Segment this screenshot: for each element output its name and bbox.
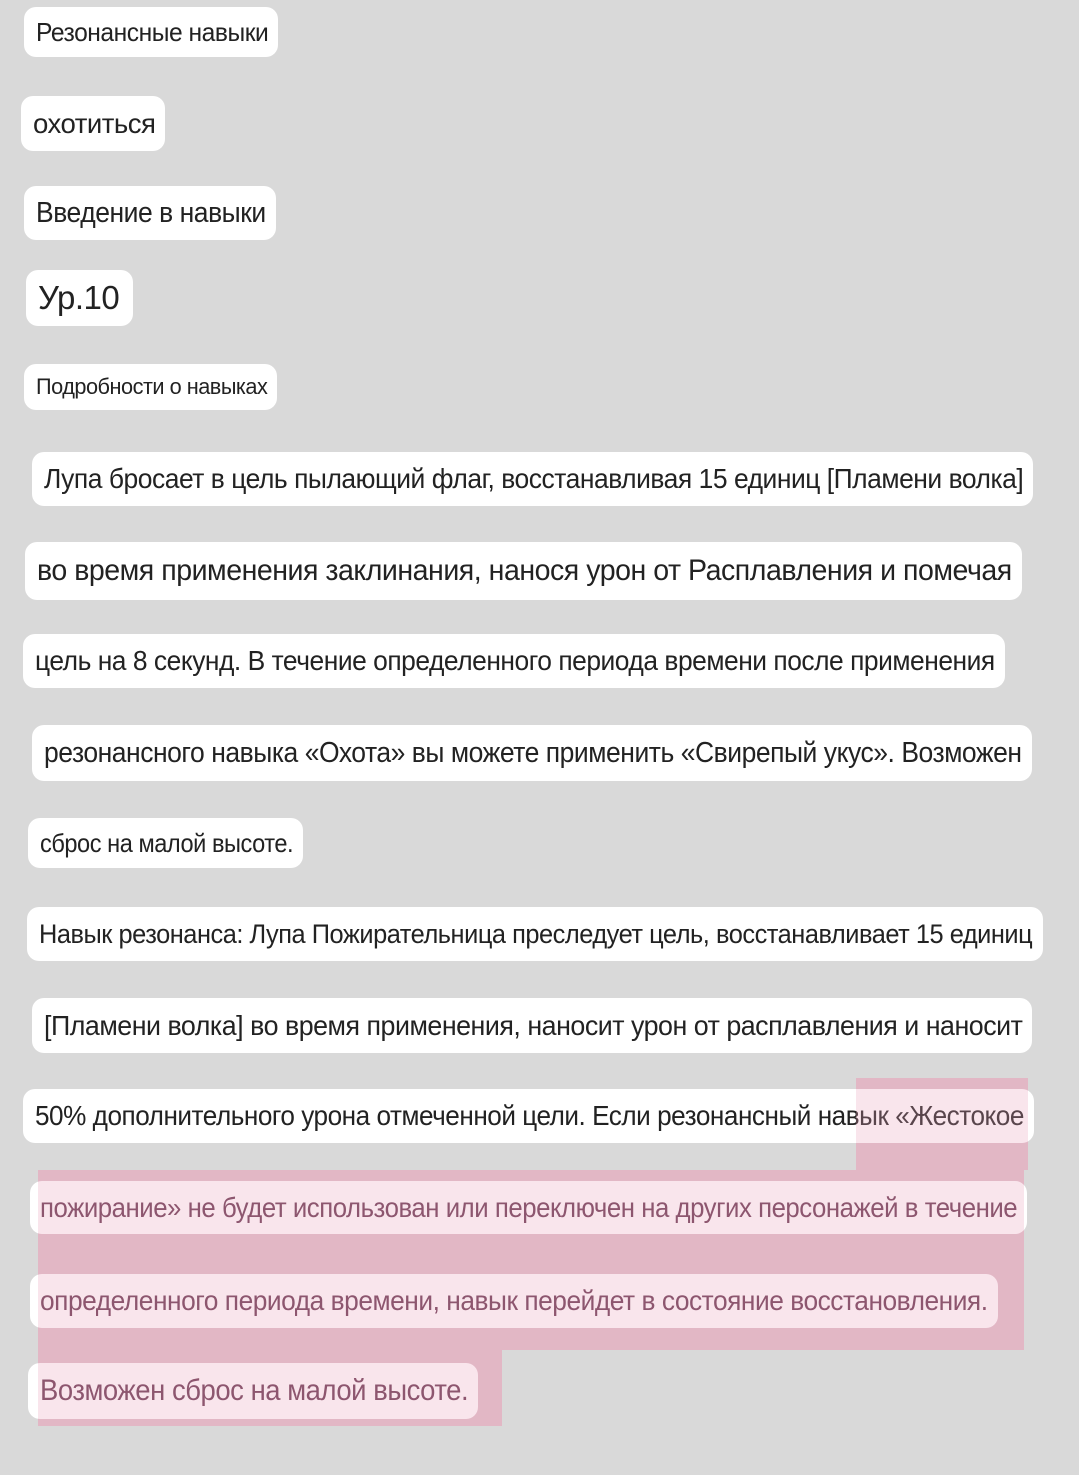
description-line-4-text: резонансного навыка «Охота» вы можете применить «Свирепый укус». Возможен — [44, 736, 1022, 769]
description-line-3 — [23, 634, 1005, 688]
description-line-6-text: Навык резонанса: Лупа Пожирательница преследует цель, восстанавливает 15 единиц — [39, 918, 1033, 949]
description-line-2-text: во время применения заклинания, нанося урон от Расплавления и помечая — [37, 554, 1012, 587]
skill-level-text: Ур.10 — [38, 279, 120, 316]
description-line-5-text: сброс на малой высоте. — [40, 827, 294, 858]
description-line-11-text: Возможен сброс на малой высоте. — [40, 1374, 469, 1407]
description-line-1 — [32, 452, 1033, 506]
description-line-10 — [30, 1274, 998, 1328]
resonance-skills-title-text: Резонансные навыки — [36, 16, 269, 47]
description-line-8 — [23, 1089, 1034, 1143]
description-line-7 — [32, 998, 1032, 1053]
description-line-7-text: [Пламени волка] во время применения, наносит урон от расплавления и наносит — [44, 1009, 1023, 1041]
description-line-9-text: пожирание» не будет использован или переключен на других персонажей в течение — [40, 1191, 1018, 1223]
description-line-8-text: 50% дополнительного урона отмеченной цели. Если резонансный навык «Жестокое — [35, 1100, 1024, 1131]
skill-name — [21, 96, 165, 151]
skill-details-label — [24, 364, 277, 410]
description-line-3-text: цель на 8 секунд. В течение определенного периода времени после применения — [35, 645, 995, 676]
skill-name-text: охотиться — [33, 107, 156, 139]
description-line-5 — [28, 818, 303, 868]
description-line-4 — [32, 725, 1032, 781]
skill-intro-label-text: Введение в навыки — [36, 196, 266, 229]
skill-level — [26, 270, 133, 326]
description-line-1-text: Лупа бросает в цель пылающий флаг, восстанавливая 15 единиц [Пламени волка] — [44, 463, 1024, 494]
description-line-2 — [25, 542, 1022, 600]
skill-intro-label — [24, 186, 276, 240]
skill-details-label-text: Подробности о навыках — [36, 374, 268, 399]
description-line-11 — [28, 1363, 478, 1419]
description-line-10-text: определенного периода времени, навык перейдет в состояние восстановления. — [40, 1285, 988, 1316]
description-line-6 — [27, 907, 1043, 961]
description-line-9 — [30, 1181, 1027, 1234]
resonance-skills-title — [24, 7, 278, 57]
